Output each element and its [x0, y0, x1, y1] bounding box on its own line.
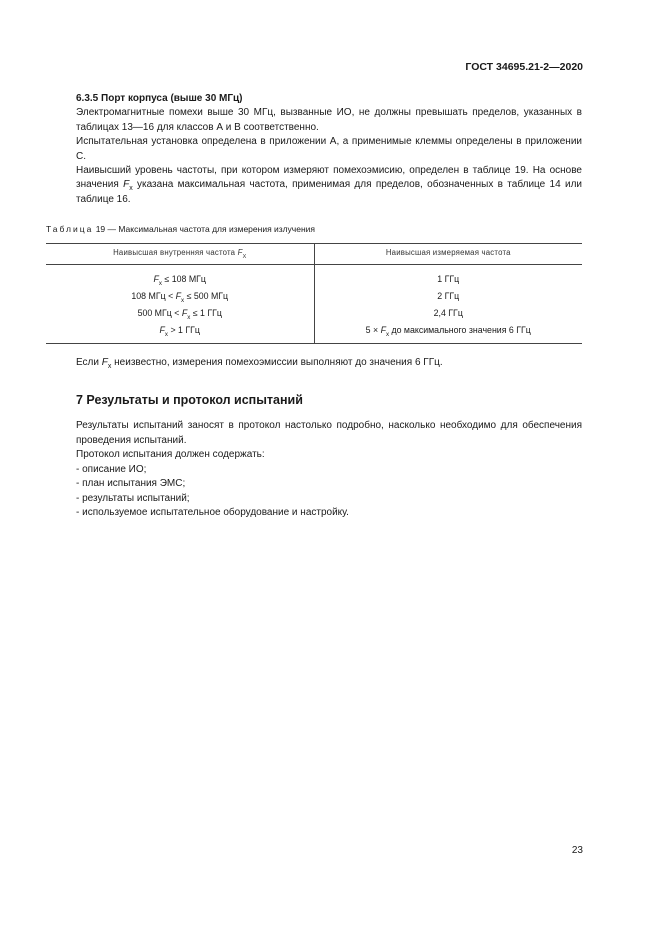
list-item: - используемое испытательное оборудование и настройку. — [76, 506, 349, 518]
list-item: - результаты испытаний; — [76, 492, 190, 504]
list-item: - план испытания ЭМС; — [76, 478, 186, 490]
unknown-frequency-note: Если $F_x$ неизвестно, измерения помехоэмиссии выполняют до значения 6 ГГц. — [76, 356, 443, 370]
table-row — [46, 264, 582, 288]
table-row — [46, 322, 582, 344]
page-content — [46, 92, 582, 520]
page-number: 23 — [571, 845, 583, 856]
document-id: ГОСТ 34695.21-2—2020 — [465, 61, 583, 73]
internal-frequency-cell: 500 МГц < $F_x \le 1$ ГГц — [46, 305, 314, 322]
measured-frequency-cell: 2 ГГц — [437, 290, 460, 301]
report-contents-list — [76, 463, 582, 521]
frequency-table — [46, 243, 582, 344]
paragraph-1: Электромагнитные помехи выше 30 МГц, вызванные ИО, не должны превышать пределов, указанных в таблицах 13—16 для классов А и В соответственно. — [76, 107, 582, 133]
internal-frequency-cell: 108 МГц < $F_x \le 500$ МГц — [46, 288, 314, 305]
table-header-internal-frequency: Наивысшая внутренняя частота $F_X$ — [46, 243, 314, 264]
table-row — [46, 288, 582, 305]
paragraph-3: Наивысший уровень частоты, при котором измеряют помехоэмисию, определен в таблице 19. На основе значения $F_x$ указана максимальная частота, применимая для пределов, обозначенных в таблице 14 или таблице 16. — [76, 165, 582, 205]
internal-frequency-cell: $F_x > 1$ ГГц — [46, 322, 314, 344]
internal-frequency-cell: $F_x \le 108$ МГц — [46, 264, 314, 288]
table-caption-label: Таблица — [46, 224, 94, 235]
subsection-number: 6.3.5 — [76, 93, 99, 104]
section-7-paragraph-1: Результаты испытаний заносят в протокол настолько подробно, насколько необходимо для обеспечения проведения испытаний. — [76, 420, 582, 446]
table-caption-text: 19 — Максимальная частота для измерения излучения — [95, 224, 315, 235]
table-header-measured-frequency: Наивысшая измеряемая частота — [314, 243, 582, 264]
table-body — [46, 264, 582, 343]
subsection-heading — [76, 92, 582, 106]
measured-frequency-cell: 1 ГГц — [437, 273, 460, 284]
section-7-heading: 7 Результаты и протокол испытаний — [76, 393, 303, 408]
section-7-paragraph-2: Протокол испытания должен содержать: — [76, 449, 265, 461]
paragraph-2: Испытательная установка определена в приложении А, а применимые клеммы определены в приложении С. — [76, 136, 582, 162]
table-caption — [46, 222, 582, 236]
measured-frequency-cell: $5 \times F_x$ до максимального значения 6 ГГц — [314, 322, 582, 344]
table-row — [46, 305, 582, 322]
measured-frequency-cell: 2,4 ГГц — [433, 307, 463, 318]
subsection-title: Порт корпуса (выше 30 МГц) — [101, 93, 243, 104]
list-item: - описание ИО; — [76, 463, 147, 475]
